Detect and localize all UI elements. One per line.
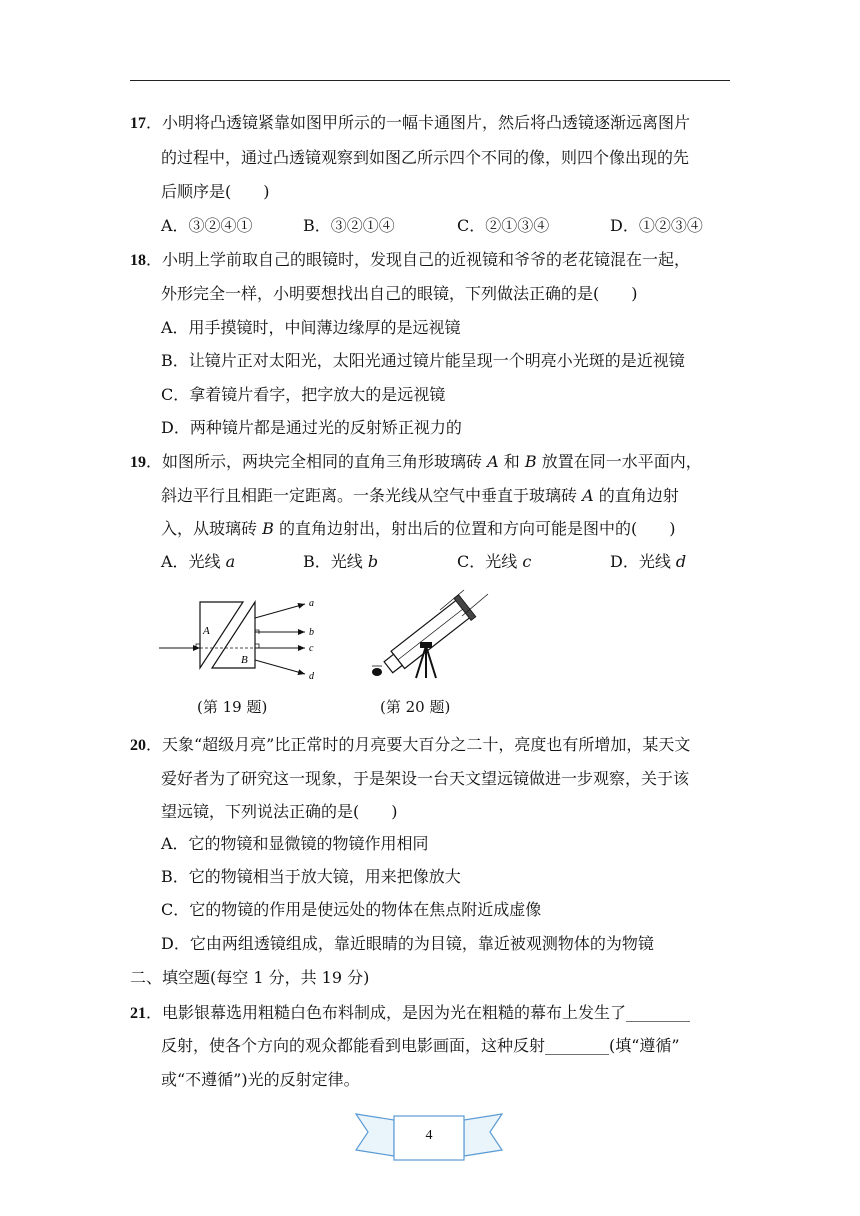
- page-number: 4: [425, 1128, 433, 1143]
- q20-line-3: 望远镜，下列说法正确的是( ): [161, 802, 398, 821]
- label-ray-a: a: [309, 598, 314, 609]
- q19-option-c[interactable]: C．光线 c: [457, 552, 532, 571]
- q21-line-3: 或“不遵循”)光的反射定律。: [161, 1070, 360, 1089]
- q17-number: 17: [130, 115, 146, 132]
- q20-option-c[interactable]: C．它的物镜的作用是使远处的物体在焦点附近成虚像: [161, 900, 542, 919]
- q17-option-b[interactable]: B．③②①④: [303, 216, 395, 235]
- q21-line-1: 21．电影银幕选用粗糙白色布料制成，是因为光在粗糙的幕布上发生了________: [130, 1003, 691, 1022]
- q20-number: 20: [130, 737, 146, 754]
- q18-option-b[interactable]: B．让镜片正对太阳光，太阳光通过镜片能呈现一个明亮小光斑的是近视镜: [161, 351, 685, 370]
- q19-option-b[interactable]: B．光线 b: [303, 552, 379, 571]
- prism-b: [212, 602, 255, 668]
- q18-line-1: 18．小明上学前取自己的眼镜时，发现自己的近视镜和爷爷的老花镜混在一起，: [130, 250, 691, 269]
- q17-options: [161, 216, 731, 236]
- header-rule: [130, 80, 730, 81]
- q19-line-3: 入，从玻璃砖 B 的直角边射出，射出后的位置和方向可能是图中的( ): [161, 519, 676, 538]
- q18-line-2: 外形完全一样，小明要想找出自己的眼镜，下列做法正确的是( ): [161, 284, 638, 303]
- q21-number: 21: [130, 1005, 146, 1022]
- q17-option-a[interactable]: A．③②④①: [161, 216, 253, 235]
- label-prism-a: A: [203, 625, 210, 637]
- ray-a: [255, 604, 305, 618]
- q19-option-a[interactable]: A．光线 a: [161, 552, 236, 571]
- q17-option-d[interactable]: D．①②③④: [610, 216, 703, 235]
- label-ray-d: d: [309, 671, 314, 682]
- q19-number: 19: [130, 454, 146, 471]
- q19-option-d[interactable]: D．光线 d: [610, 552, 687, 571]
- q17-line-3: 后顺序是( ): [161, 182, 270, 201]
- q18-option-c[interactable]: C．拿着镜片看字，把字放大的是远视镜: [161, 385, 446, 404]
- q18-number: 18: [130, 252, 146, 269]
- label-ray-b: b: [309, 627, 314, 638]
- q20-option-d[interactable]: D．它由两组透镜组成，靠近眼睛的为目镜，靠近被观测物体的为物镜: [161, 934, 654, 953]
- label-prism-b: B: [241, 654, 248, 666]
- q20-option-a[interactable]: A．它的物镜和显微镜的物镜作用相同: [161, 834, 429, 853]
- q20-option-b[interactable]: B．它的物镜相当于放大镜，用来把像放大: [161, 867, 461, 886]
- q20-line-1: 20．天象“超级月亮”比正常时的月亮要大百分之二十，亮度也有所增加，某天文: [130, 735, 691, 754]
- eye-icon: [372, 668, 382, 676]
- q21-line-2: 反射，使各个方向的观众都能看到电影画面，这种反射________(填“遵循”: [161, 1036, 680, 1055]
- q17-line-2: 的过程中，通过凸透镜观察到如图乙所示四个不同的像，则四个像出现的先: [161, 148, 690, 167]
- fig20-telescope-diagram: [360, 586, 500, 686]
- label-ray-c: c: [309, 643, 314, 654]
- q19-line-2: 斜边平行且相距一定距离。一条光线从空气中垂直于玻璃砖 A 的直角边射: [161, 486, 679, 505]
- fig19-prism-diagram: [155, 590, 335, 690]
- section-2-heading: 二、填空题(每空 1 分，共 19 分): [130, 968, 370, 987]
- fig19-caption: (第 19 题): [197, 698, 268, 716]
- q19-line-1: 19．如图所示，两块完全相同的直角三角形玻璃砖 A 和 B 放置在同一水平面内，: [130, 452, 702, 471]
- q19-options: [161, 552, 731, 572]
- q17-line-1: 17．小明将凸透镜紧靠如图甲所示的一幅卡通图片，然后将凸透镜逐渐远离图片: [130, 113, 691, 132]
- page-number-ribbon: [354, 1106, 504, 1166]
- q17-option-c[interactable]: C．②①③④: [457, 216, 550, 235]
- q20-line-2: 爱好者为了研究这一现象，于是架设一台天文望远镜做进一步观察，关于该: [161, 769, 690, 788]
- q18-option-d[interactable]: D．两种镜片都是通过光的反射矫正视力的: [161, 418, 462, 437]
- q18-option-a[interactable]: A．用手摸镜时，中间薄边缘厚的是远视镜: [161, 318, 461, 337]
- ray-d: [255, 660, 305, 674]
- fig20-caption: (第 20 题): [380, 698, 451, 716]
